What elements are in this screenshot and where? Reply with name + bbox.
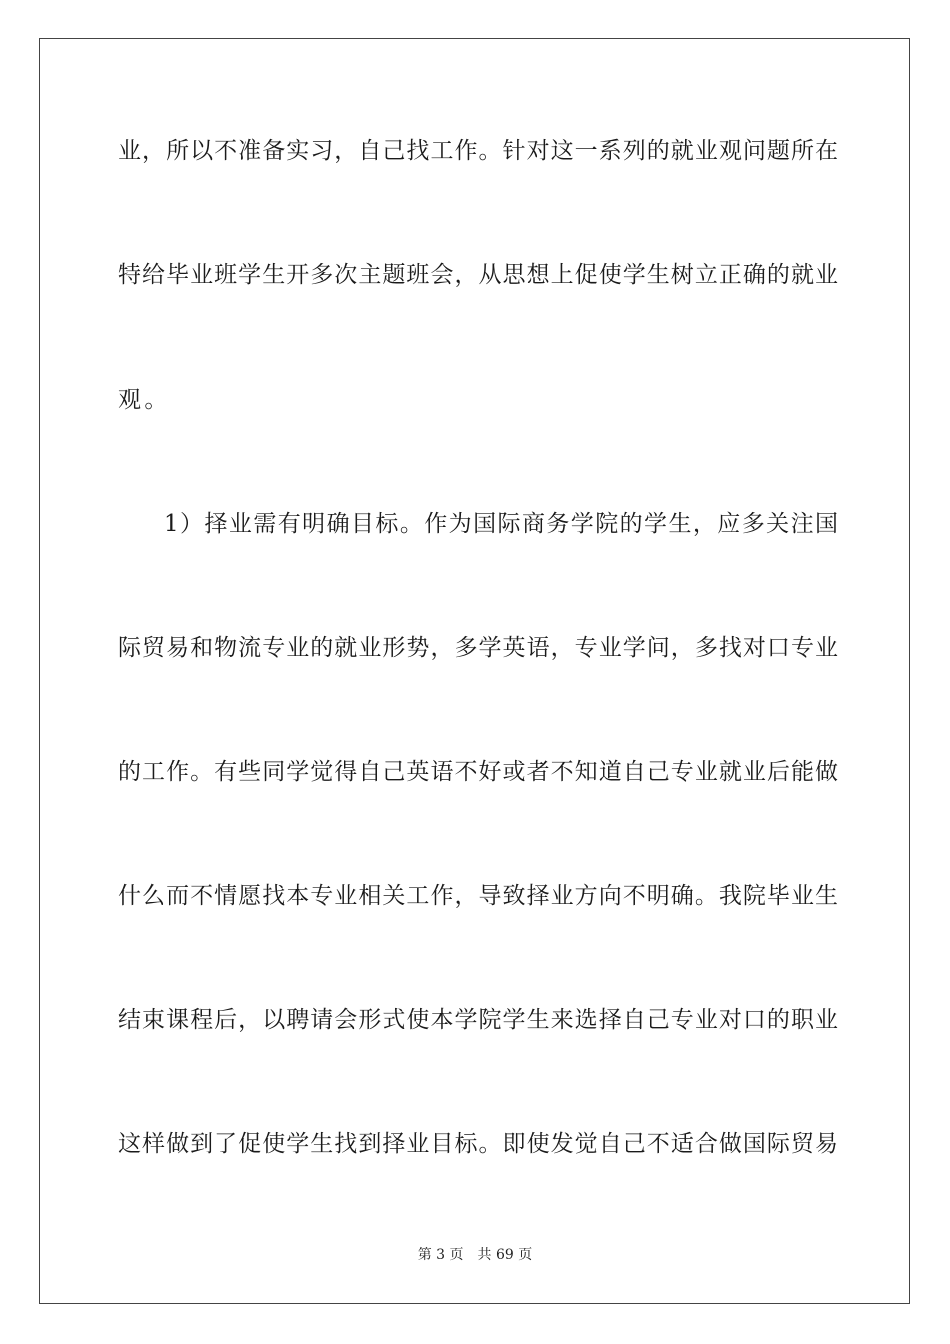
body-line-8: 结束课程后，以聘请会形式使本学院学生来选择自己专业对口的职业 xyxy=(118,1007,838,1033)
page-number: 第 3 页 xyxy=(417,1247,464,1263)
page-total: 共 69 页 xyxy=(477,1247,533,1263)
body-line-2: 特给毕业班学生开多次主题班会，从思想上促使学生树立正确的就业 xyxy=(118,262,838,288)
body-line-5: 际贸易和物流专业的就业形势，多学英语，专业学问，多找对口专业 xyxy=(118,635,838,661)
body-line-7: 什么而不情愿找本专业相关工作，导致择业方向不明确。我院毕业生 xyxy=(118,883,838,909)
page-footer xyxy=(0,1246,950,1264)
body-line-4-paragraph-start: 1）择业需有明确目标。作为国际商务学院的学生，应多关注国 xyxy=(164,511,838,537)
body-line-3: 观。 xyxy=(118,387,171,413)
body-line-1: 业，所以不准备实习，自己找工作。针对这一系列的就业观问题所在 xyxy=(118,138,838,164)
body-line-9: 这样做到了促使学生找到择业目标。即使发觉自己不适合做国际贸易 xyxy=(118,1131,838,1157)
page-border xyxy=(39,38,910,1304)
body-line-6: 的工作。有些同学觉得自己英语不好或者不知道自己专业就业后能做 xyxy=(118,759,838,785)
